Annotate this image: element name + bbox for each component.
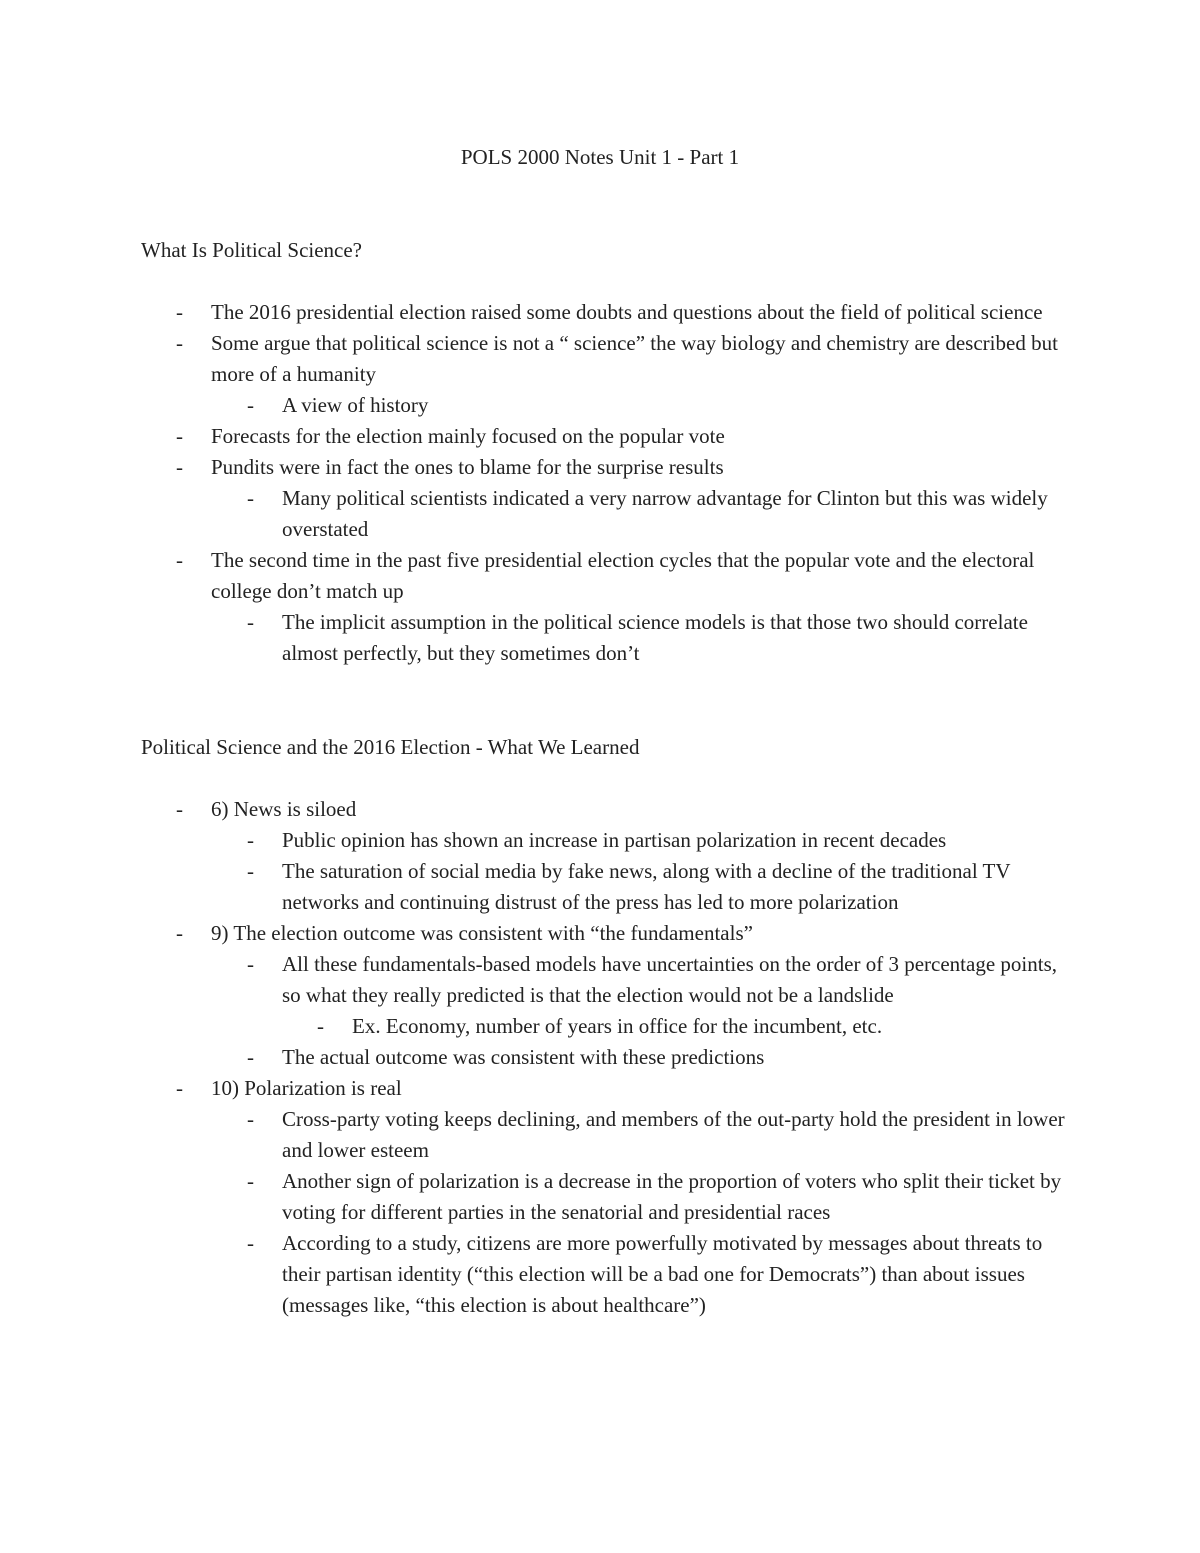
bullet-dash: - [247,1231,254,1255]
bullet-dash: - [247,610,254,634]
list-item-text: The 2016 presidential election raised some doubts and questions about the field of political science [211,300,1043,324]
list-item [0,297,1200,328]
list-item-text: Another sign of polarization is a decrease in the proportion of voters who split their ticket by voting for different parties in the senatorial and presidential races [282,1169,1062,1224]
bullet-dash: - [176,331,183,355]
list-item-text: The second time in the past five presidential election cycles that the popular vote and the electoral college don’t match up [211,548,1035,603]
bullet-dash: - [176,921,183,945]
list-item [0,1073,1200,1104]
bullet-dash: - [247,393,254,417]
list-item [0,607,1200,669]
list-item [0,1166,1200,1228]
bullet-dash: - [176,300,183,324]
list-item [0,421,1200,452]
list-item-text: 6) News is siloed [211,797,357,821]
list-item [0,918,1200,949]
list-item-text: 9) The election outcome was consistent with “the fundamentals” [211,921,753,945]
list-item-text: According to a study, citizens are more powerfully motivated by messages about threats to their partisan identity (“this election will be a bad one for Democrats”) than about issues (messages like, “this election is about healthcare”) [282,1231,1043,1317]
document-title: POLS 2000 Notes Unit 1 - Part 1 [460,145,740,169]
bullet-dash: - [247,1045,254,1069]
bullet-dash: - [247,859,254,883]
list-item [0,825,1200,856]
list-item [0,1042,1200,1073]
section-heading-what-is-political-science: What Is Political Science? [141,238,363,262]
list-item [0,949,1200,1011]
list-item [0,1011,1200,1042]
section-heading-2016-election: Political Science and the 2016 Election - What We Learned [141,735,640,759]
bullet-dash: - [247,1107,254,1131]
list-item-text: The actual outcome was consistent with these predictions [282,1045,765,1069]
list-item-text: Many political scientists indicated a very narrow advantage for Clinton but this was widely overstated [282,486,1048,541]
list-item-text: Some argue that political science is not a “ science” the way biology and chemistry are described but more of a humanity [211,331,1058,386]
bullet-dash: - [176,548,183,572]
bullet-dash: - [247,486,254,510]
bullet-dash: - [247,1169,254,1193]
bullet-dash: - [176,1076,183,1100]
list-item [0,328,1200,390]
list-item-text: A view of history [282,393,429,417]
bullet-dash: - [176,455,183,479]
bullet-dash: - [176,424,183,448]
section-2-notes-list [0,794,1200,1321]
list-item [0,1104,1200,1166]
list-item [0,1228,1200,1321]
bullet-dash: - [176,797,183,821]
list-item [0,452,1200,483]
list-item-text: Public opinion has shown an increase in partisan polarization in recent decades [282,828,947,852]
list-item-text: 10) Polarization is real [211,1076,402,1100]
bullet-dash: - [247,952,254,976]
list-item-text: The saturation of social media by fake news, along with a decline of the traditional TV networks and continuing distrust of the press has led to more polarization [282,859,1011,914]
list-item-text: Ex. Economy, number of years in office for the incumbent, etc. [352,1014,883,1038]
list-item [0,856,1200,918]
list-item-text: Forecasts for the election mainly focused on the popular vote [211,424,725,448]
list-item-text: The implicit assumption in the political science models is that those two should correlate almost perfectly, but they sometimes don’t [282,610,1028,665]
list-item [0,545,1200,607]
list-item-text: All these fundamentals-based models have uncertainties on the order of 3 percentage points, so what they really predicted is that the election would not be a landslide [282,952,1057,1007]
list-item [0,390,1200,421]
bullet-dash: - [317,1014,324,1038]
bullet-dash: - [247,828,254,852]
list-item [0,483,1200,545]
list-item-text: Cross-party voting keeps declining, and members of the out-party hold the president in lower and lower esteem [282,1107,1065,1162]
section-1-notes-list [0,297,1200,669]
list-item-text: Pundits were in fact the ones to blame for the surprise results [211,455,724,479]
list-item [0,794,1200,825]
